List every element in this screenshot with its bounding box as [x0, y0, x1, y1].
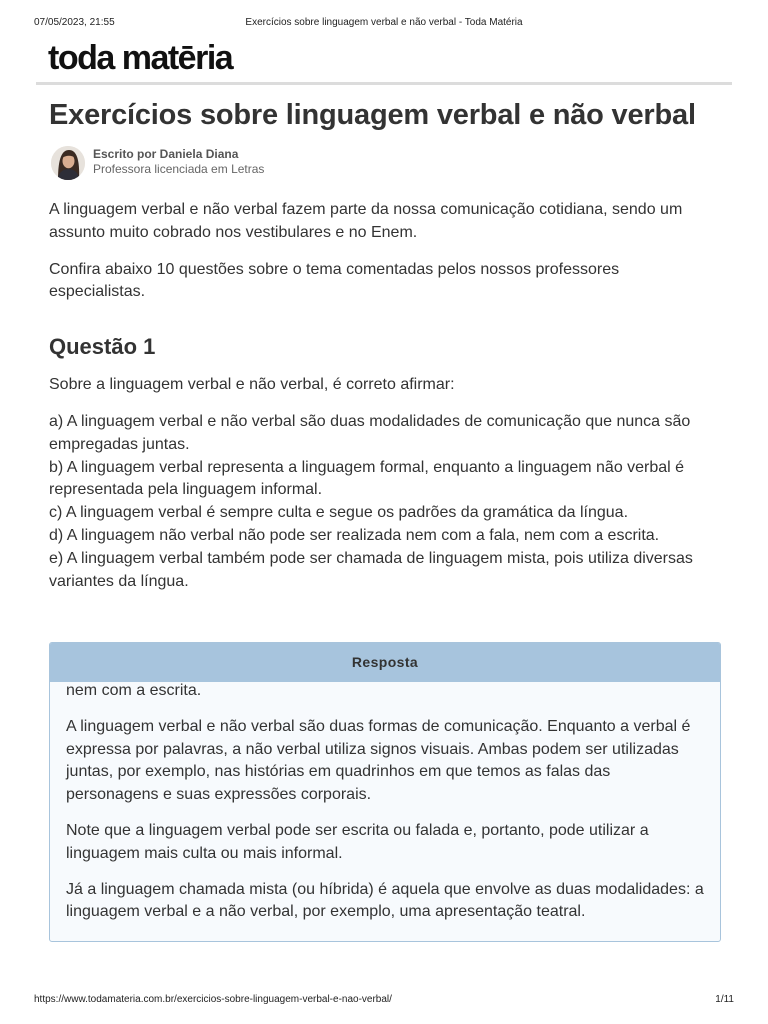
site-logo[interactable]: toda matēria [48, 39, 233, 77]
answer-paragraph: A linguagem verbal e não verbal são duas formas de comunicação. Enquanto a verbal é expressa por palavras, a não verbal utiliza signos visuais. Ambas podem ser utilizadas juntas, por exemplo, nas histórias em quadrinhos em que temos as falas das personagens e suas expressões corporais. [66, 717, 691, 804]
answer-paragraph: Note que a linguagem verbal pode ser escrita ou falada e, portanto, pode utilizar a linguagem mais culta ou mais informal. [66, 821, 649, 862]
option-d: d) A linguagem não verbal não pode ser realizada nem com a fala, nem com a escrita. [49, 526, 660, 544]
print-page-number: 1/11 [715, 994, 734, 1005]
print-datetime: 07/05/2023, 21:55 [34, 17, 115, 28]
answer-box [49, 642, 721, 942]
article-content [49, 199, 719, 607]
answer-paragraph: Já a linguagem chamada mista (ou híbrida) é aquela que envolve as duas modalidades: a linguagem verbal e a não verbal, por exemplo, uma apresentação teatral. [66, 880, 704, 921]
question-prompt: Sobre a linguagem verbal e não verbal, é correto afirmar: [49, 376, 455, 394]
intro-paragraph: A linguagem verbal e não verbal fazem parte da nossa comunicação cotidiana, sendo um assunto muito cobrado nos vestibulares e no Enem. [49, 201, 683, 241]
print-url: https://www.todamateria.com.br/exercicios-sobre-linguagem-verbal-e-nao-verbal/ [34, 994, 392, 1005]
print-header [34, 17, 734, 31]
question-heading: Questão 1 [49, 334, 156, 360]
author-name[interactable]: Escrito por Daniela Diana [93, 147, 239, 161]
article-title: Exercícios sobre linguagem verbal e não verbal [49, 99, 696, 131]
answer-body [50, 680, 720, 924]
print-page-title: Exercícios sobre linguagem verbal e não verbal - Toda Matéria [245, 17, 523, 28]
author-role: Professora licenciada em Letras [93, 162, 265, 176]
option-a: a) A linguagem verbal e não verbal são duas modalidades de comunicação que nunca são empregadas juntas. [49, 412, 691, 453]
option-c: c) A linguagem verbal é sempre culta e segue os padrões da gramática da língua. [49, 504, 629, 522]
answer-toggle[interactable]: Resposta [50, 643, 720, 682]
answer-paragraph: nem com a escrita. [66, 682, 202, 699]
author-avatar [51, 146, 85, 180]
option-b: b) A linguagem verbal representa a linguagem formal, enquanto a linguagem não verbal é representada pela linguagem informal. [49, 458, 685, 499]
option-e: e) A linguagem verbal também pode ser chamada de linguagem mista, pois utiliza diversas variantes da língua. [49, 549, 693, 590]
header-divider [36, 82, 732, 85]
intro-paragraph: Confira abaixo 10 questões sobre o tema comentadas pelos nossos professores especialistas. [49, 260, 620, 301]
question-options [49, 411, 719, 593]
